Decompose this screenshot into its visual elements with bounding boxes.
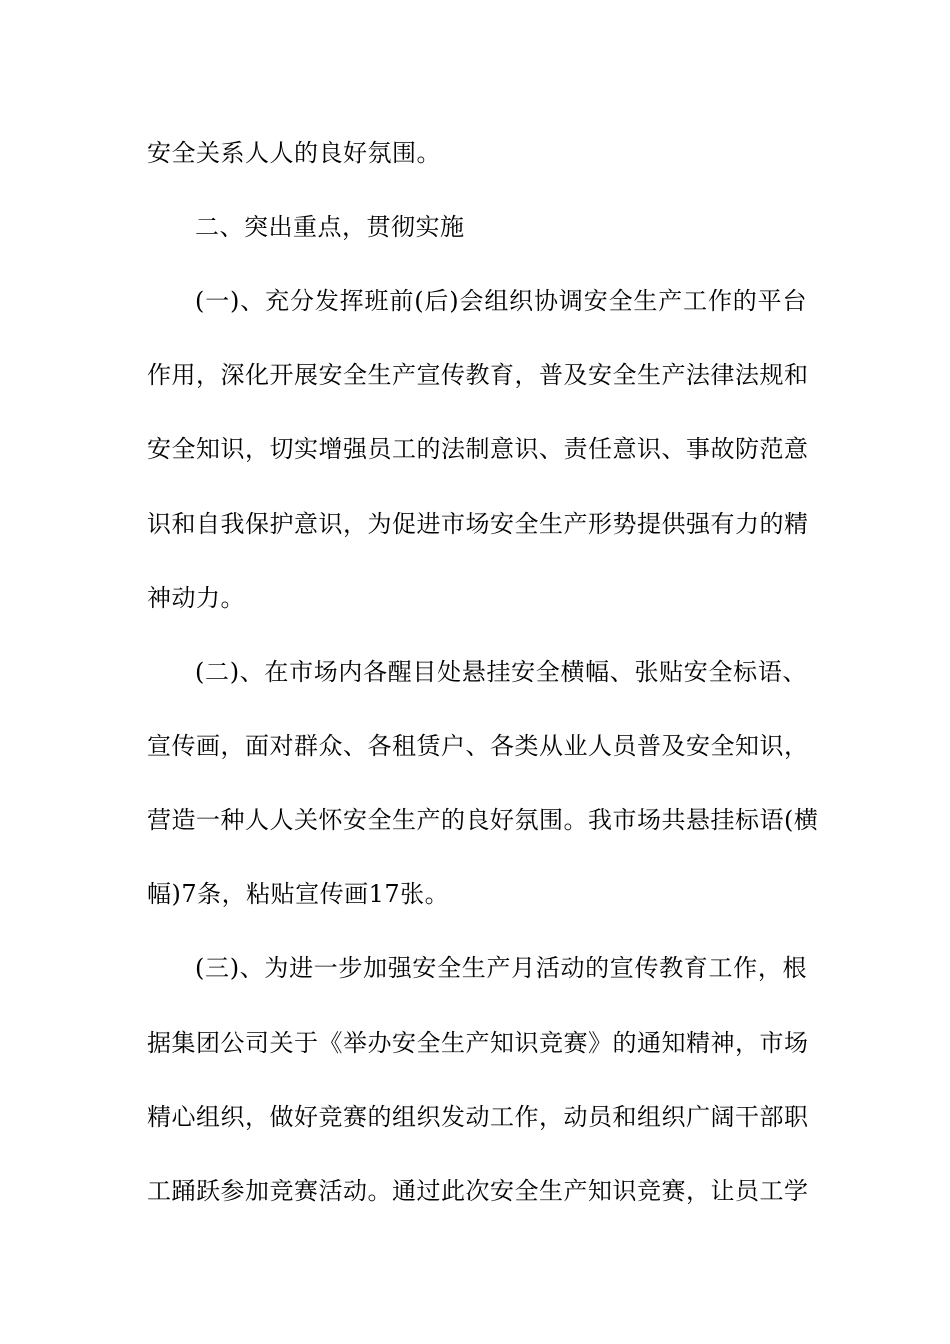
text-line: 工踊跃参加竞赛活动。通过此次安全生产知识竞赛，让员工学 <box>147 1177 809 1205</box>
text-line: 作用，深化开展安全生产宣传教育，普及安全生产法律法规和 <box>147 361 809 389</box>
text-line: 精心组织，做好竞赛的组织发动工作，动员和组织广阔干部职 <box>147 1103 809 1131</box>
text-line: 据集团公司关于《举办安全生产知识竞赛》的通知精神，市场 <box>147 1029 809 1057</box>
section-heading: 二、突出重点，贯彻实施 <box>195 213 465 241</box>
text-line: (一)、充分发挥班前(后)会组织协调安全生产工作的平台 <box>195 287 807 315</box>
text-line: 安全知识，切实增强员工的法制意识、责任意识、事故防范意 <box>147 435 809 463</box>
text-line: (二)、在市场内各醒目处悬挂安全横幅、张贴安全标语、 <box>195 658 807 686</box>
text-line: (三)、为进一步加强安全生产月活动的宣传教育工作，根 <box>195 954 807 982</box>
text-line: 幅)7条，粘贴宣传画17张。 <box>147 880 450 908</box>
text-line: 安全关系人人的良好氛围。 <box>147 139 441 167</box>
text-line: 营造一种人人关怀安全生产的良好氛围。我市场共悬挂标语(横 <box>147 806 819 834</box>
text-line: 识和自我保护意识，为促进市场安全生产形势提供强有力的精 <box>147 510 809 538</box>
text-line: 神动力。 <box>147 584 245 612</box>
text-line: 宣传画，面对群众、各租赁户、各类从业人员普及安全知识， <box>147 732 809 760</box>
